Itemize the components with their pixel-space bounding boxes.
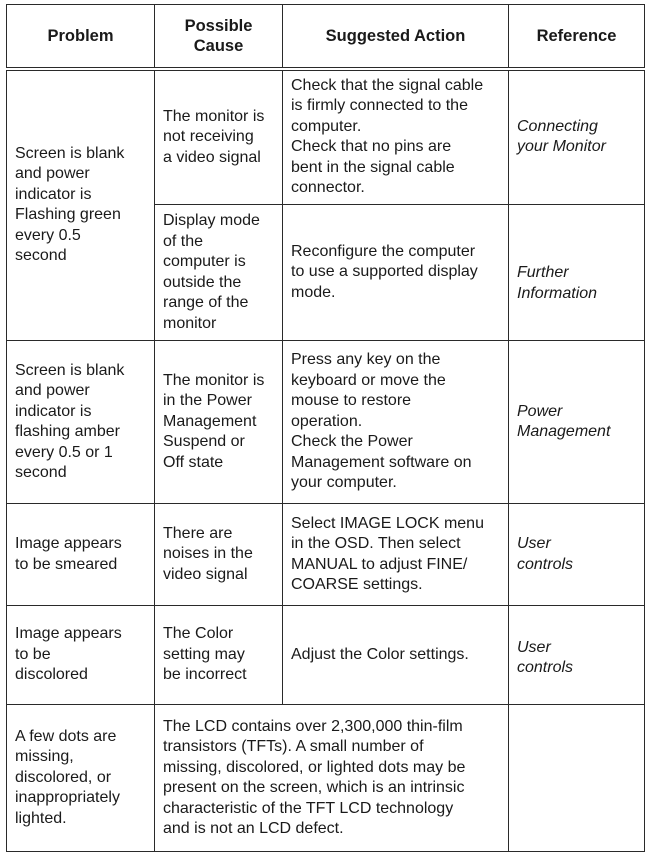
table-row <box>7 705 645 852</box>
action-cell: Adjust the Color settings. <box>283 606 509 705</box>
reference-cell: Connecting your Monitor <box>509 69 645 205</box>
cause-cell: The monitor is not receiving a video signal <box>155 69 283 205</box>
reference-cell: Further Information <box>509 205 645 341</box>
action-cell: Select IMAGE LOCK menu in the OSD. Then select MANUAL to adjust FINE/ COARSE settings. <box>283 504 509 606</box>
table-row <box>7 69 645 205</box>
reference-cell-empty <box>509 705 645 852</box>
cause-cell: The Color setting may be incorrect <box>155 606 283 705</box>
cause-cell: Display mode of the computer is outside the range of the monitor <box>155 205 283 341</box>
reference-cell: User controls <box>509 504 645 606</box>
header-suggested-action: Suggested Action <box>283 5 509 69</box>
action-cell: Press any key on the keyboard or move the mouse to restore operation. Check the Power Management software on your computer. <box>283 341 509 504</box>
table-row <box>7 504 645 606</box>
table-row <box>7 606 645 705</box>
problem-cell: Image appears to be discolored <box>7 606 155 705</box>
reference-cell: Power Management <box>509 341 645 504</box>
header-problem: Problem <box>7 5 155 69</box>
table-row <box>7 341 645 504</box>
note-cell: The LCD contains over 2,300,000 thin-film transistors (TFTs). A small number of missing, discolored, or lighted dots may be present on the screen, which is an intrinsic characteristic of the TFT LCD technology and is not an LCD defect. <box>155 705 509 852</box>
header-reference: Reference <box>509 5 645 69</box>
problem-cell: Screen is blank and power indicator is flashing amber every 0.5 or 1 second <box>7 341 155 504</box>
action-cell: Check that the signal cable is firmly connected to the computer. Check that no pins are bent in the signal cable connector. <box>283 69 509 205</box>
cause-cell: The monitor is in the Power Management Suspend or Off state <box>155 341 283 504</box>
cause-cell: There are noises in the video signal <box>155 504 283 606</box>
troubleshooting-table <box>6 4 645 852</box>
action-cell: Reconfigure the computer to use a supported display mode. <box>283 205 509 341</box>
header-possible-cause: Possible Cause <box>155 5 283 69</box>
problem-cell: A few dots are missing, discolored, or inappropriately lighted. <box>7 705 155 852</box>
header-row <box>7 5 645 69</box>
problem-cell: Image appears to be smeared <box>7 504 155 606</box>
problem-cell: Screen is blank and power indicator is Flashing green every 0.5 second <box>7 69 155 341</box>
reference-cell: User controls <box>509 606 645 705</box>
